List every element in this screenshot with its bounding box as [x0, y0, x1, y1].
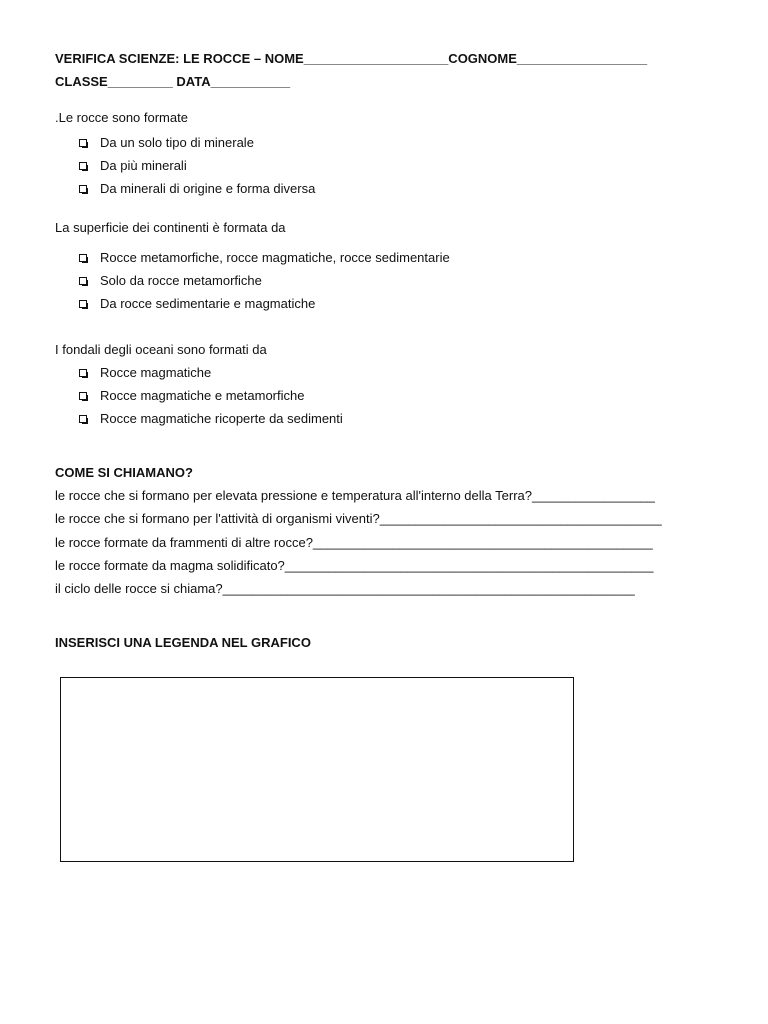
naming-item-5: il ciclo delle rocce si chiama?_________________________________________________________	[55, 581, 635, 596]
question-2-option-3[interactable]	[78, 296, 315, 312]
option-label: Rocce metamorfiche, rocce magmatiche, rocce sedimentarie	[100, 250, 450, 265]
question-3-option-1[interactable]	[78, 365, 211, 381]
option-label: Rocce magmatiche ricoperte da sedimenti	[100, 411, 343, 426]
question-3-option-2[interactable]	[78, 388, 304, 404]
legend-graphic-box	[60, 677, 574, 862]
naming-item-1: le rocce che si formano per elevata pressione e temperatura all'interno della Terra?_________________	[55, 488, 655, 503]
question-1-prompt: .Le rocce sono formate	[55, 110, 188, 125]
question-1-option-2[interactable]	[78, 158, 187, 174]
checkbox-icon[interactable]	[78, 158, 88, 174]
checkbox-icon[interactable]	[78, 296, 88, 312]
option-label: Rocce magmatiche e metamorfiche	[100, 388, 305, 403]
header-name-line: VERIFICA SCIENZE: LE ROCCE – NOME____________________COGNOME__________________	[55, 51, 648, 66]
naming-item-4: le rocce formate da magma solidificato?___________________________________________________	[55, 558, 654, 573]
option-label: Da minerali di origine e forma diversa	[100, 181, 316, 196]
option-label: Da rocce sedimentarie e magmatiche	[100, 296, 316, 311]
checkbox-icon[interactable]	[78, 365, 88, 381]
question-2-option-2[interactable]	[78, 273, 262, 289]
naming-section-title: COME SI CHIAMANO?	[55, 465, 193, 480]
option-label: Da più minerali	[100, 158, 187, 173]
question-1-option-3[interactable]	[78, 181, 315, 197]
option-label: Da un solo tipo di minerale	[100, 135, 254, 150]
option-label: Solo da rocce metamorfiche	[100, 273, 262, 288]
checkbox-icon[interactable]	[78, 388, 88, 404]
checkbox-icon[interactable]	[78, 250, 88, 266]
question-1-option-1[interactable]	[78, 135, 254, 151]
checkbox-icon[interactable]	[78, 273, 88, 289]
naming-item-3: le rocce formate da frammenti di altre rocce?_______________________________________________	[55, 535, 653, 550]
checkbox-icon[interactable]	[78, 411, 88, 427]
checkbox-icon[interactable]	[78, 135, 88, 151]
header-class-date-line: CLASSE_________ DATA___________	[55, 74, 291, 89]
question-2-prompt: La superficie dei continenti è formata da	[55, 220, 286, 235]
question-3-prompt: I fondali degli oceani sono formati da	[55, 342, 267, 357]
naming-item-2: le rocce che si formano per l'attività di organismi viventi?_______________________________________	[55, 511, 662, 526]
option-label: Rocce magmatiche	[100, 365, 212, 380]
question-2-option-1[interactable]	[78, 250, 450, 266]
checkbox-icon[interactable]	[78, 181, 88, 197]
question-3-option-3[interactable]	[78, 411, 343, 427]
legend-section-title: INSERISCI UNA LEGENDA NEL GRAFICO	[55, 635, 311, 650]
